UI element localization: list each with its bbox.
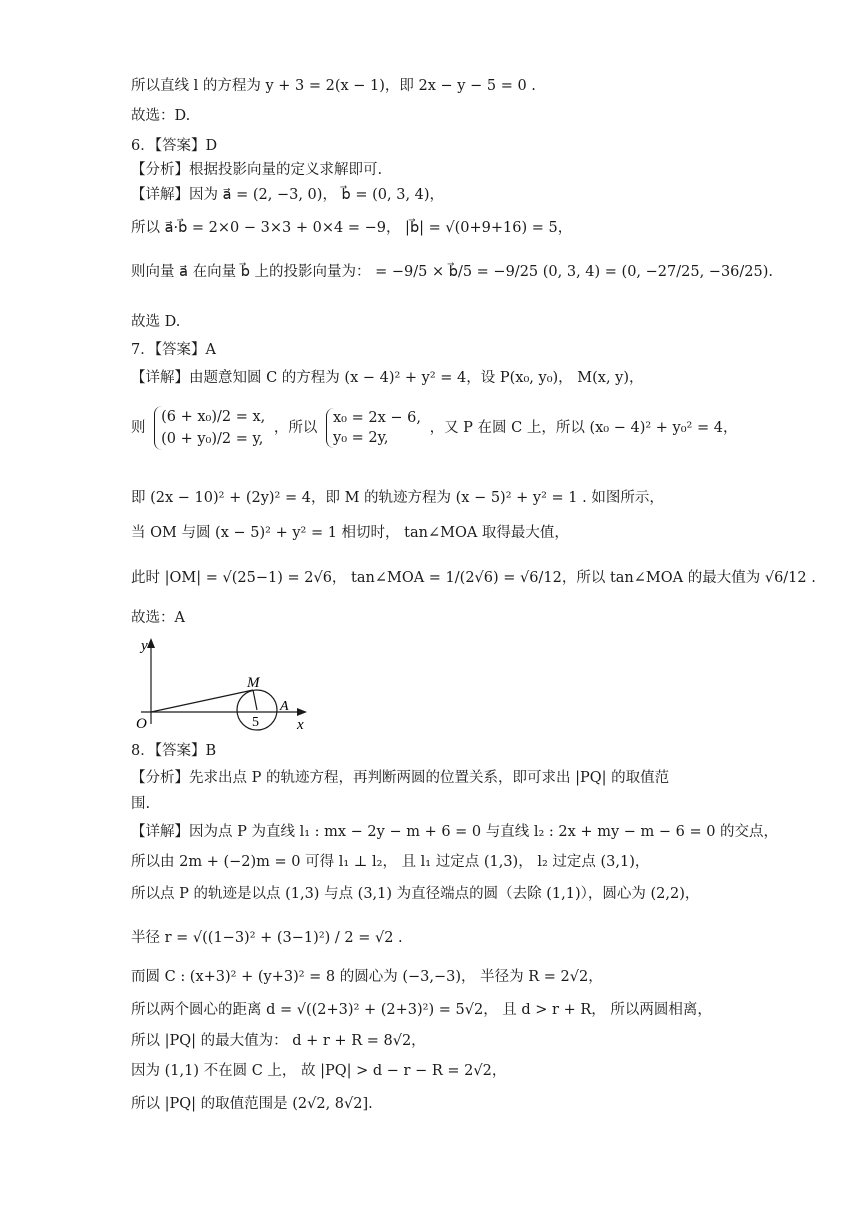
text-line: 所以两个圆心的距离 d = √((2+3)² + (2+3)²) = 5√2， 且 d > r + R， 所以两圆相离，	[131, 1002, 712, 1018]
x-axis-arrow	[297, 708, 307, 716]
text-line: 所以由 2m + (−2)m = 0 可得 l₁ ⊥ l₂， 且 l₁ 过定点 (1,3)， l₂ 过定点 (3,1)，	[131, 854, 650, 870]
equation-system-2	[326, 408, 421, 448]
system-mid: ，所以	[273, 420, 318, 436]
answer-heading-6: 6．【答案】D	[131, 138, 218, 154]
system-row: x₀ = 2x − 6,	[333, 410, 421, 426]
text-line: 即 (2x − 10)² + (2y)² = 4，即 M 的轨迹方程为 (x − 5)² + y² = 1 . 如图所示，	[131, 490, 664, 506]
text-line: 【分析】根据投影向量的定义求解即可.	[131, 162, 383, 178]
projection-line	[131, 262, 773, 282]
text-line: 故选 D.	[131, 314, 181, 330]
text-line: 【详解】因为 a⃗ = (2, −3, 0)， b⃗ = (0, 3, 4)，	[131, 187, 445, 203]
text-line: 故选：A	[131, 610, 185, 626]
text-line: 半径 r = √((1−3)² + (3−1)²) / 2 = √2 .	[131, 930, 403, 946]
text-line: 所以 |PQ| 的最大值为： d + r + R = 8√2，	[131, 1033, 426, 1049]
answer-heading-7: 7．【答案】A	[131, 342, 216, 358]
text-line: 所以直线 l 的方程为 y + 3 = 2(x − 1)，即 2x − y − 5 = 0 .	[131, 78, 536, 94]
system-row: y₀ = 2y,	[333, 430, 389, 446]
tangent-om	[151, 690, 253, 712]
equation-system-1	[154, 406, 265, 450]
system-prefix: 则	[131, 420, 146, 436]
answer-heading-8: 8．【答案】B	[131, 743, 217, 759]
origin-label: O	[136, 716, 147, 732]
circle-tangent-figure	[131, 634, 321, 734]
x-label: x	[297, 717, 304, 733]
projection-prefix: 则向量 a⃗ 在向量 b⃗ 上的投影向量为：	[131, 264, 371, 280]
text-line: 所以 a⃗·b⃗ = 2×0 − 3×3 + 0×4 = −9， |b⃗| = √(0+9+16) = 5，	[131, 220, 573, 236]
text-line: 因为 (1,1) 不在圆 C 上， 故 |PQ| > d − r − R = 2√2，	[131, 1063, 507, 1079]
text-line: 而圆 C : (x+3)² + (y+3)² = 8 的圆心为 (−3,−3)， 半径为 R = 2√2，	[131, 969, 603, 985]
text-line: 【详解】由题意知圆 C 的方程为 (x − 4)² + y² = 4，设 P(x₀, y₀)， M(x, y)，	[131, 370, 644, 386]
system-row: (6 + x₀)/2 = x,	[161, 409, 266, 425]
y-axis-arrow	[147, 638, 155, 648]
center-label: 5	[252, 715, 259, 730]
m-label: M	[247, 675, 260, 691]
text-line: 此时 |OM| = √(25−1) = 2√6， tan∠MOA = 1/(2√6) = √6/12，所以 tan∠MOA 的最大值为 √6/12 .	[131, 570, 816, 586]
text-line: 【分析】先求出点 P 的轨迹方程，再判断两圆的位置关系，即可求出 |PQ| 的取值范	[131, 770, 670, 786]
a-label: A	[280, 699, 289, 714]
radius-line	[253, 690, 257, 710]
text-line: 故选：D.	[131, 108, 191, 124]
y-label: y	[141, 638, 148, 654]
text-line: 所以 |PQ| 的取值范围是 (2√2, 8√2].	[131, 1096, 373, 1112]
projection-equation: = −9/5 × b⃗/5 = −9/25 (0, 3, 4) = (0, −27/25, −36/25).	[375, 264, 774, 280]
system-row: (0 + y₀)/2 = y,	[161, 431, 264, 447]
text-line: 【详解】因为点 P 为直线 l₁ : mx − 2y − m + 6 = 0 与直线 l₂ : 2x + my − m − 6 = 0 的交点，	[131, 824, 779, 840]
text-line: 围.	[131, 796, 151, 812]
text-line: 当 OM 与圆 (x − 5)² + y² = 1 相切时， tan∠MOA 取得最大值，	[131, 525, 569, 541]
system-line	[131, 406, 737, 450]
system-suffix: ，又 P 在圆 C 上，所以 (x₀ − 4)² + y₀² = 4，	[429, 420, 738, 436]
text-line: 所以点 P 的轨迹是以点 (1,3) 与点 (3,1) 为直径端点的圆（去除 (1,1)），圆心为 (2,2)，	[131, 886, 700, 902]
